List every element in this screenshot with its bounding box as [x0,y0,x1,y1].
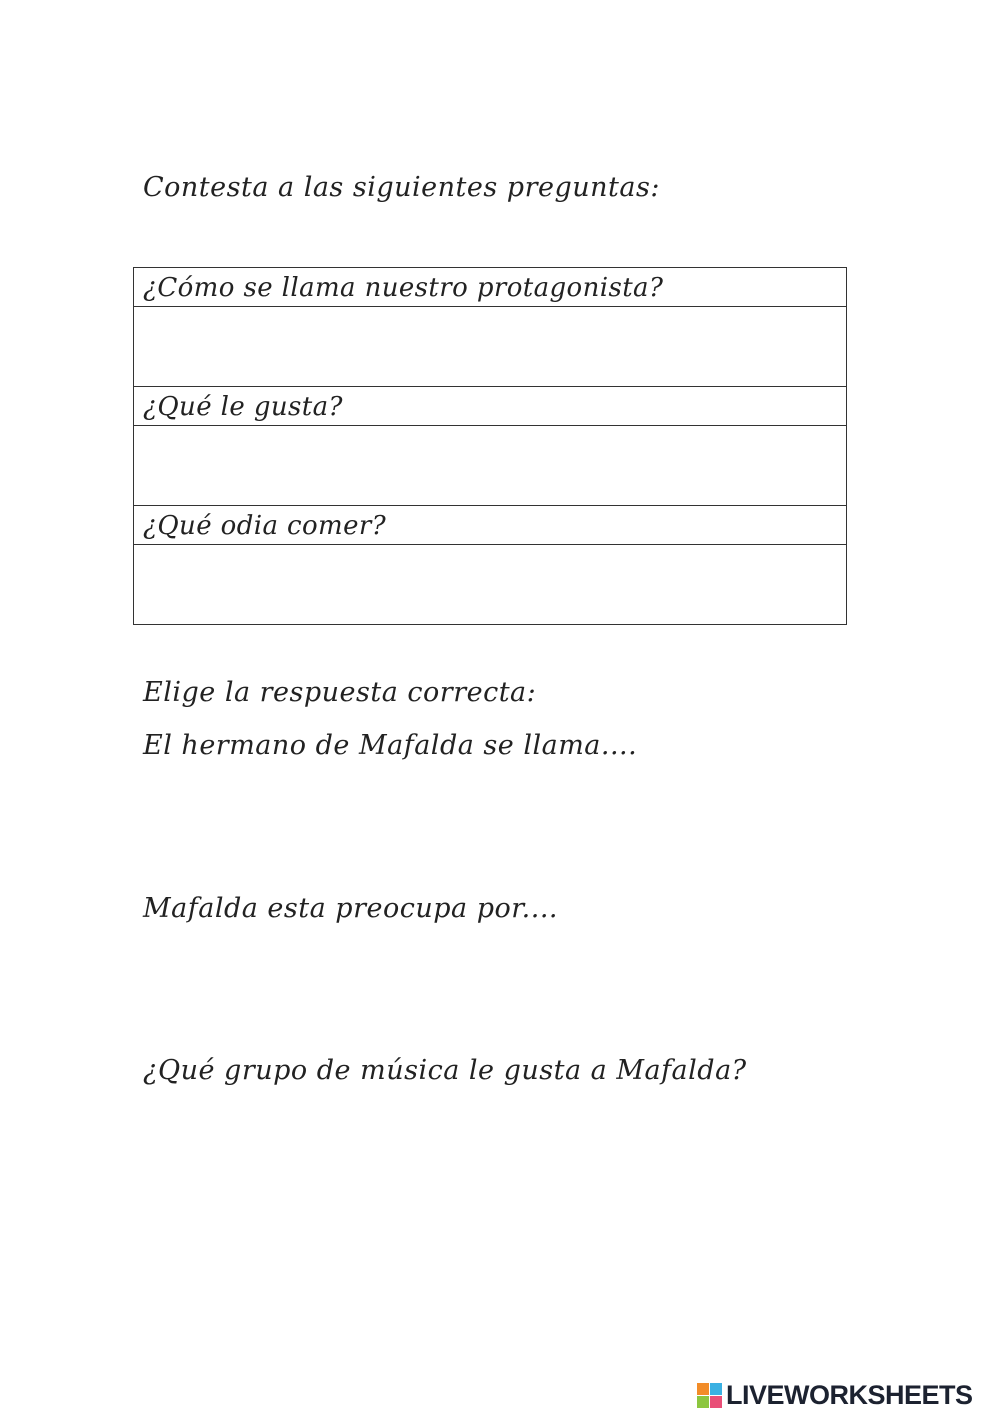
choice-prompt-hermano: El hermano de Mafalda se llama.... [143,730,638,761]
answer-cell [134,426,847,506]
table-row [134,307,847,387]
question-label: ¿Cómo se llama nuestro protagonista? [134,268,847,307]
choice-dropdown-hermano[interactable] [143,785,643,825]
section-title-contesta: Contesta a las siguientes preguntas: [143,172,660,203]
logo-square [697,1383,709,1395]
choice-prompt-grupo-musica: ¿Qué grupo de música le gusta a Mafalda? [143,1055,747,1086]
choice-prompt-preocupa: Mafalda esta preocupa por.... [143,893,559,924]
table-row [134,545,847,625]
question-label: ¿Qué odia comer? [134,506,847,545]
brand-name: LIVEWORKSHEETS [726,1379,973,1410]
table-row [134,426,847,506]
answer-cell [134,545,847,625]
answer-input-gusta[interactable] [143,430,836,502]
logo-square [710,1396,722,1408]
questions-table [133,267,847,625]
table-row [134,387,847,426]
section-title-elige: Elige la respuesta correcta: [143,677,537,708]
table-row [134,268,847,307]
table-row [134,506,847,545]
logo-square [697,1396,709,1408]
question-label: ¿Qué le gusta? [134,387,847,426]
choice-dropdown-preocupa[interactable] [143,948,643,988]
answer-cell [134,307,847,387]
answer-input-odia-comer[interactable] [143,549,836,621]
answer-input-protagonista[interactable] [143,311,836,383]
liveworksheets-logo [697,1380,973,1410]
logo-square [710,1383,722,1395]
liveworksheets-grid-icon [697,1383,722,1408]
choice-dropdown-grupo-musica[interactable] [143,1110,643,1150]
